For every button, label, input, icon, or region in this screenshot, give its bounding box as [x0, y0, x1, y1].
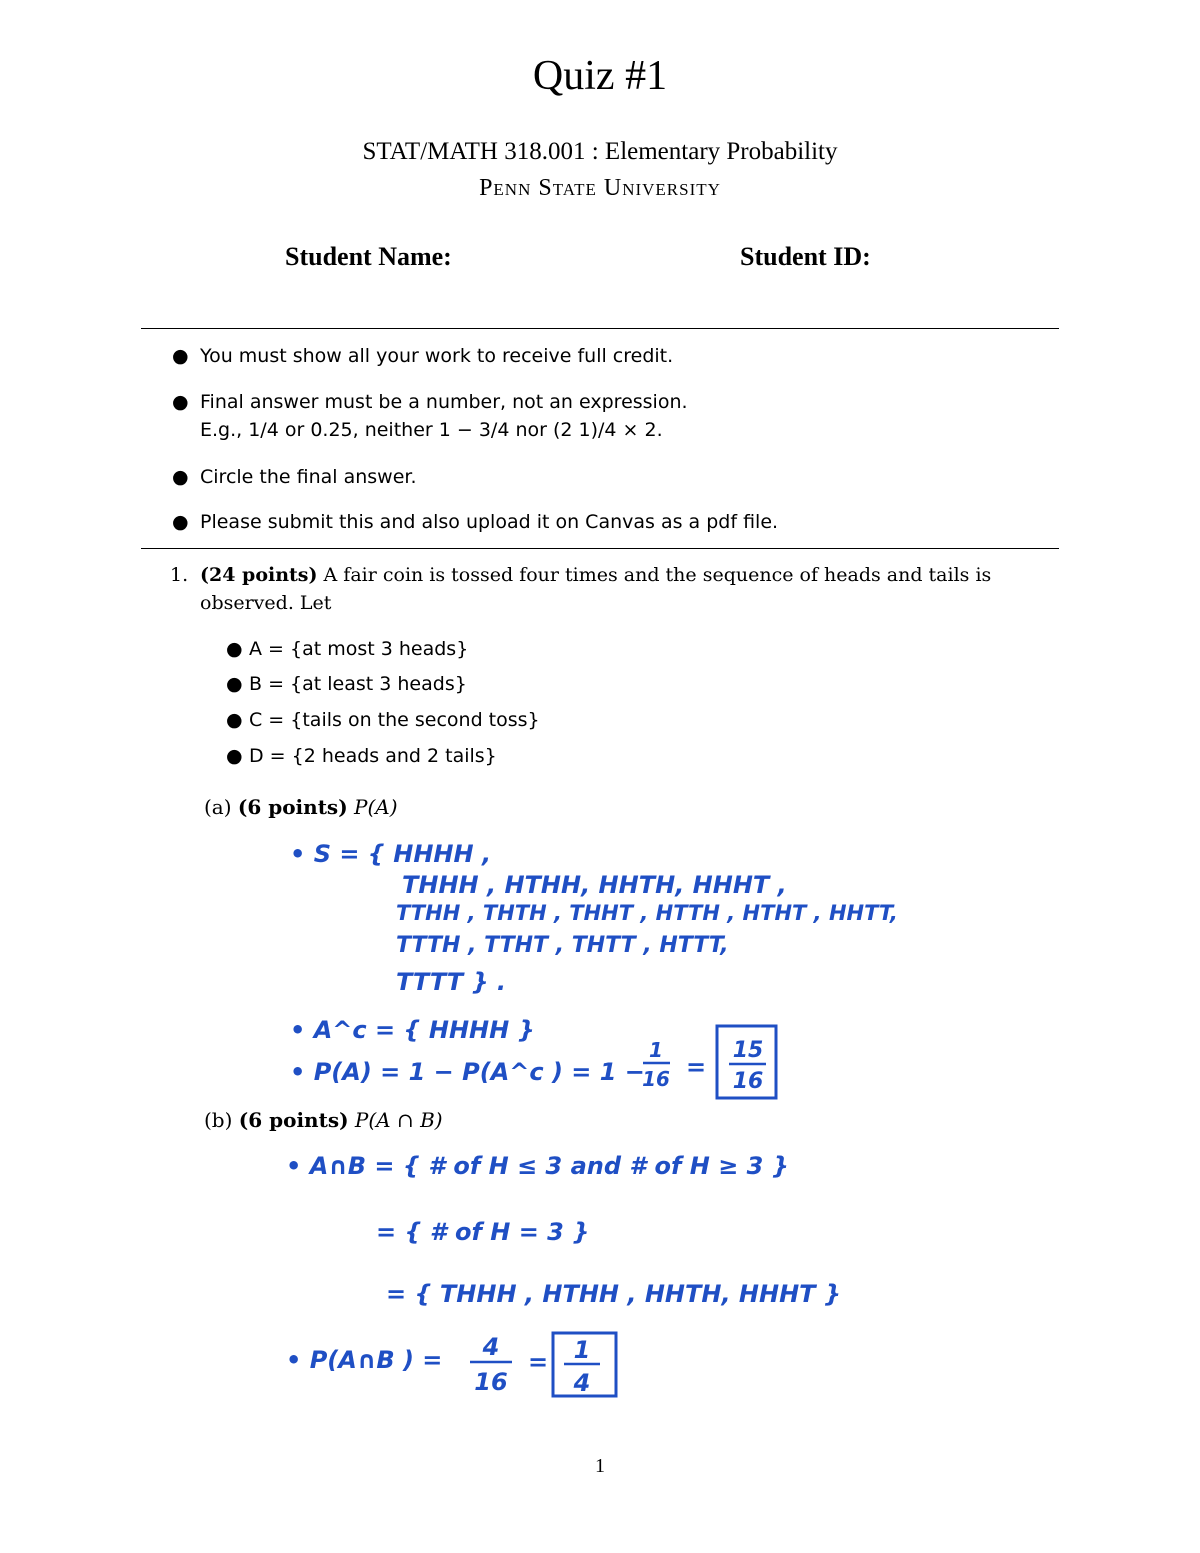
bullet-icon: ●: [226, 638, 243, 660]
instruction-example-text: E.g., 1/4 or 0.25, neither 1 − 3/4 nor (2 1)/4 × 2.: [200, 419, 663, 441]
bullet-icon: ●: [172, 466, 189, 488]
part-a-points: (6 points): [237, 795, 348, 819]
event-text: B = {at least 3 heads}: [249, 673, 467, 695]
answer-b-line: = { THHH , HTHH , HHTH, HHHT }: [386, 1280, 841, 1308]
answer-a-line: TTTT } .: [396, 968, 507, 996]
answer-b-line: • A∩B = { # of H ≤ 3 and # of H ≥ 3 }: [286, 1152, 789, 1180]
part-b-label: (b): [204, 1108, 233, 1132]
answer-a-line: • S = { HHHH ,: [290, 840, 492, 868]
answer-a-line: • A^c = { HHHH }: [290, 1016, 535, 1044]
bullet-icon: ●: [172, 511, 189, 533]
bullet-icon: ●: [226, 673, 243, 695]
question-text-line1: A fair coin is tossed four times and the sequence of heads and tails is: [323, 564, 992, 586]
answer-b-line: • P(A∩B ) =: [286, 1346, 443, 1374]
course-title: STAT/MATH 318.001 : Elementary Probability: [362, 138, 838, 165]
question-number: 1.: [170, 564, 189, 586]
instruction-text: Circle the final answer.: [200, 466, 417, 488]
part-a-label: (a): [204, 795, 232, 819]
answer-a-equals: =: [686, 1053, 707, 1081]
instruction-text: You must show all your work to receive full credit.: [200, 345, 674, 367]
question-text-line2: observed. Let: [200, 592, 332, 614]
answer-b-fraction-num: 4: [482, 1333, 500, 1361]
part-a-expr: P(A): [354, 795, 398, 819]
answer-a-line: TTHH , THTH , THHT , HTTH , HTHT , HHTT,: [396, 901, 898, 925]
quiz-title: Quiz #1: [532, 53, 668, 99]
answer-b-fraction-den: 16: [474, 1368, 508, 1396]
student-id-label: Student ID:: [740, 242, 871, 271]
instruction-text: Please submit this and also upload it on Canvas as a pdf file.: [200, 511, 779, 533]
student-name-label: Student Name:: [285, 242, 452, 271]
answer-b-result-num: 1: [573, 1336, 591, 1364]
answer-a-line: TTTH , TTHT , THTT , HTTT,: [396, 933, 729, 958]
answer-b-line: = { # of H = 3 }: [376, 1218, 590, 1246]
question-points: (24 points): [200, 564, 318, 586]
answer-a-result-num: 15: [732, 1038, 764, 1063]
bullet-icon: ●: [172, 391, 189, 413]
bullet-icon: ●: [172, 345, 189, 367]
answer-a-result-den: 16: [732, 1069, 764, 1094]
event-text: C = {tails on the second toss}: [249, 709, 540, 731]
page-number: 1: [595, 1455, 605, 1477]
event-text: A = {at most 3 heads}: [249, 638, 469, 660]
part-b-points: (6 points): [238, 1108, 349, 1132]
answer-a-line: THHH , HTHH, HHTH, HHHT ,: [402, 871, 787, 899]
instruction-text: Final answer must be a number, not an expression.: [200, 391, 688, 413]
event-text: D = {2 heads and 2 tails}: [249, 745, 497, 767]
part-b-expr: P(A ∩ B): [354, 1108, 443, 1132]
answer-a-fraction-den: 16: [642, 1067, 670, 1091]
answer-a-line: • P(A) = 1 − P(A^c ) = 1 −: [290, 1058, 645, 1086]
university-name: Penn State University: [479, 175, 721, 201]
bullet-icon: ●: [226, 745, 243, 767]
answer-b-result-den: 4: [573, 1369, 591, 1397]
answer-b-equals: =: [528, 1348, 549, 1376]
answer-a-fraction-num: 1: [649, 1038, 663, 1062]
bullet-icon: ●: [226, 709, 243, 731]
